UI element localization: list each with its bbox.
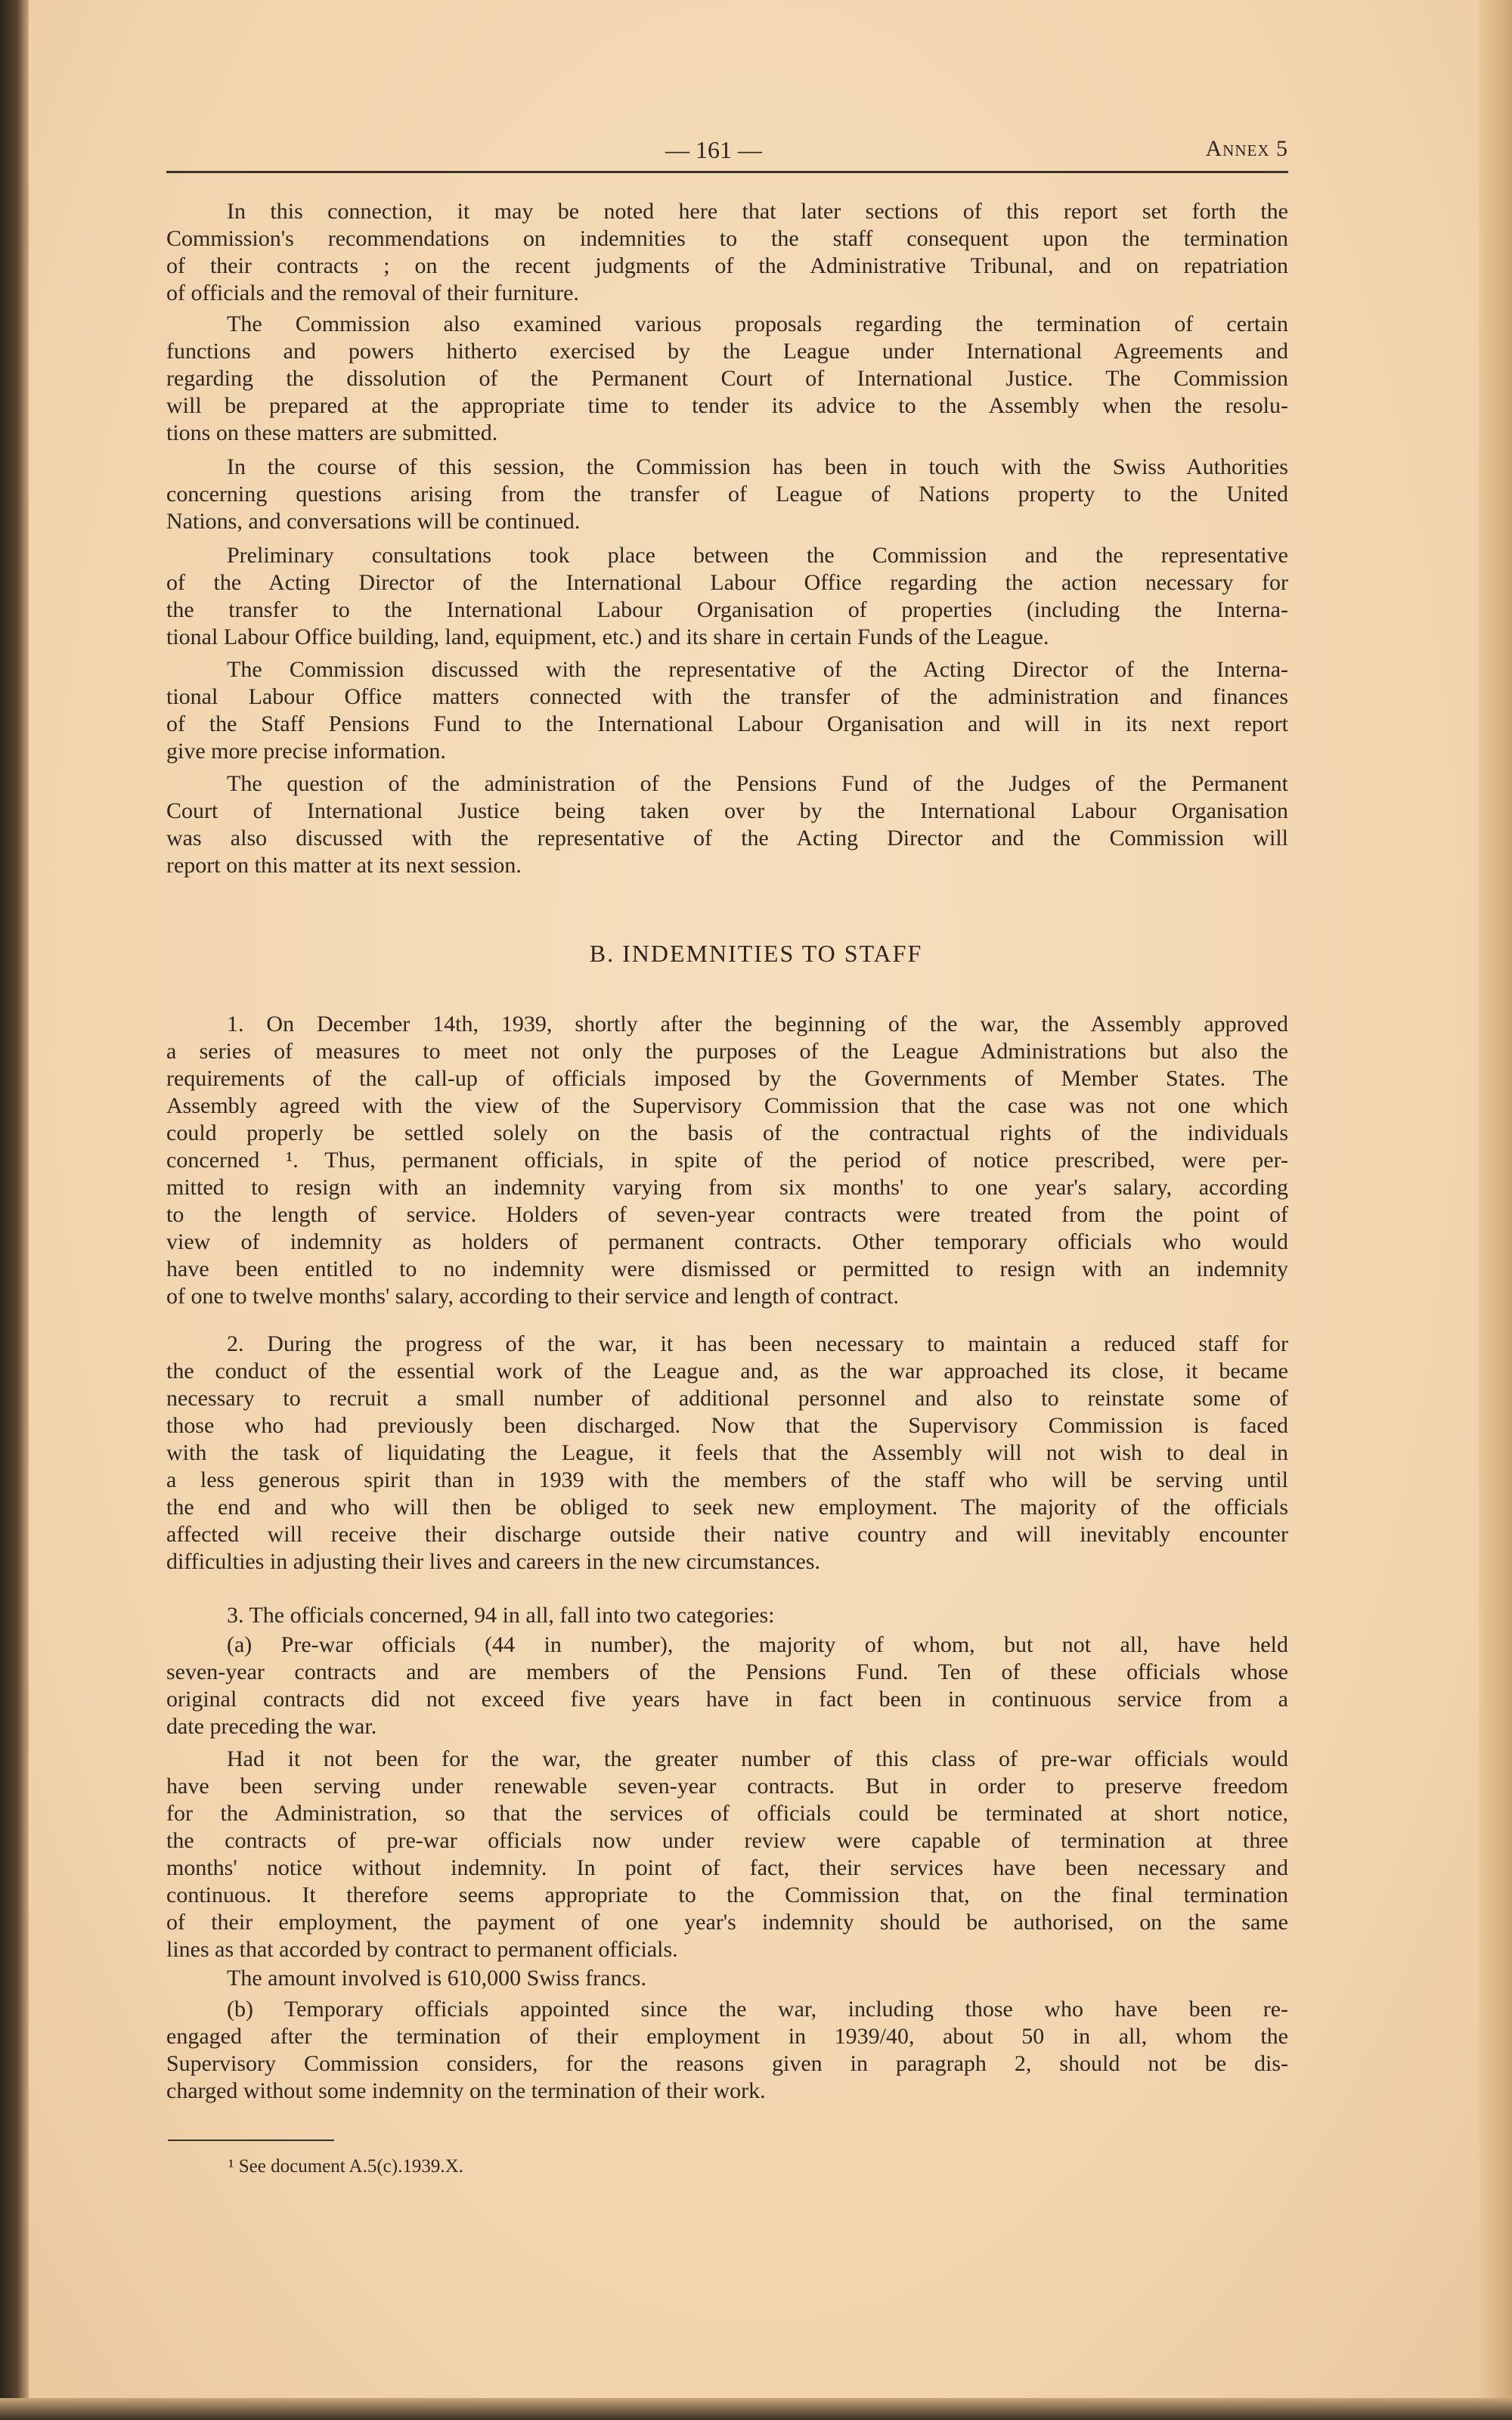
text-line: engaged after the termination of their employment in 1939/40, about 50 in all, whom the	[166, 2024, 1288, 2049]
text-line: for the Administration, so that the services of officials could be terminated at short notice,	[166, 1801, 1288, 1826]
text-line: report on this matter at its next session.	[166, 853, 522, 878]
text-line: date preceding the war.	[166, 1714, 377, 1739]
text-line: could properly be settled solely on the basis of the contractual rights of the individuals	[166, 1120, 1288, 1145]
text-line: have been serving under renewable seven-year contracts. But in order to preserve freedom	[166, 1774, 1288, 1799]
text-line: lines as that accorded by contract to permanent officials.	[166, 1937, 678, 1962]
text-line: 2. During the progress of the war, it has been necessary to maintain a reduced staff for	[227, 1331, 1288, 1356]
text-line: a less generous spirit than in 1939 with the members of the staff who will be serving until	[166, 1467, 1288, 1492]
text-line: of one to twelve months' salary, according to their service and length of contract.	[166, 1284, 899, 1309]
text-line: difficulties in adjusting their lives and careers in the new circumstances.	[166, 1549, 821, 1574]
page-number: — 161 —	[665, 136, 762, 163]
text-line: The Commission also examined various proposals regarding the termination of certain	[227, 311, 1288, 336]
paragraph	[166, 311, 1288, 447]
text-line: (b) Temporary officials appointed since the war, including those who have been re-	[227, 1997, 1288, 2022]
text-line: of their contracts ; on the recent judgments of the Administrative Tribunal, and on repatriation	[166, 253, 1288, 278]
text-line: of officials and the removal of their furniture.	[166, 280, 579, 305]
text-line: have been entitled to no indemnity were dismissed or permitted to resign with an indemnity	[166, 1256, 1288, 1281]
text-line: affected will receive their discharge outside their native country and will inevitably encounter	[166, 1522, 1288, 1547]
section-heading: B. INDEMNITIES TO STAFF	[589, 940, 923, 967]
text-line: concerned ¹. Thus, permanent officials, in spite of the period of notice prescribed, were per-	[166, 1148, 1288, 1173]
text-line: to the length of service. Holders of seven-year contracts were treated from the point of	[166, 1202, 1288, 1227]
paragraph	[166, 1011, 1288, 1310]
text-line: tional Labour Office matters connected with the transfer of the administration and finances	[166, 684, 1288, 709]
text-line: of the Staff Pensions Fund to the International Labour Organisation and will in its next report	[166, 711, 1288, 736]
text-line: Assembly agreed with the view of the Supervisory Commission that the case was not one which	[166, 1093, 1288, 1118]
text-line: Had it not been for the war, the greater number of this class of pre-war officials would	[227, 1746, 1288, 1771]
text-line: 3. The officials concerned, 94 in all, fall into two categories:	[227, 1603, 775, 1628]
text-line: tional Labour Office building, land, equipment, etc.) and its share in certain Funds of the League.	[166, 624, 1049, 649]
text-line: The question of the administration of the Pensions Fund of the Judges of the Permanent	[227, 771, 1288, 796]
text-line: original contracts did not exceed five years have in fact been in continuous service from a	[166, 1687, 1288, 1712]
paragraph	[166, 198, 1288, 307]
text-line: In the course of this session, the Commission has been in touch with the Swiss Authorities	[227, 454, 1288, 479]
text-line: Preliminary consultations took place between the Commission and the representative	[227, 543, 1288, 568]
paragraph	[166, 770, 1288, 879]
text-line: charged without some indemnity on the termination of their work.	[166, 2078, 766, 2103]
page-right-edge	[1479, 0, 1512, 2420]
text-line: a series of measures to meet not only the purposes of the League Administrations but also the	[166, 1039, 1288, 1064]
page-bottom-edge	[0, 2398, 1512, 2420]
text-line: Commission's recommendations on indemnities to the staff consequent upon the termination	[166, 226, 1288, 251]
text-line: 1. On December 14th, 1939, shortly after the beginning of the war, the Assembly approved	[227, 1012, 1288, 1036]
text-line: view of indemnity as holders of permanent contracts. Other temporary officials who would	[166, 1229, 1288, 1254]
text-line: necessary to recruit a small number of additional personnel and also to reinstate some of	[166, 1386, 1288, 1411]
text-line: (a) Pre-war officials (44 in number), the majority of whom, but not all, have held	[227, 1632, 1288, 1657]
text-line: regarding the dissolution of the Permanent Court of International Justice. The Commission	[166, 366, 1288, 391]
header-rule	[166, 171, 1288, 173]
text-line: seven-year contracts and are members of the Pensions Fund. Ten of these officials whose	[166, 1659, 1288, 1684]
running-header-annex: Annex 5	[1205, 136, 1288, 161]
text-line: tions on these matters are submitted.	[166, 420, 498, 445]
paragraph	[166, 1331, 1288, 1576]
text-line: of the Acting Director of the International Labour Office regarding the action necessary for	[166, 570, 1288, 595]
paragraph	[166, 1746, 1288, 1963]
text-line: the contracts of pre-war officials now under review were capable of termination at three	[166, 1828, 1288, 1853]
text-line: with the task of liquidating the League, it feels that the Assembly will not wish to deal in	[166, 1440, 1288, 1465]
paragraph	[166, 1965, 1288, 1992]
text-line: the transfer to the International Labour Organisation of properties (including the Interna-	[166, 597, 1288, 622]
text-line: requirements of the call-up of officials imposed by the Governments of Member States. The	[166, 1066, 1288, 1091]
paragraph	[166, 454, 1288, 535]
text-line: will be prepared at the appropriate time to tender its advice to the Assembly when the resolu-	[166, 393, 1288, 418]
text-line: The Commission discussed with the representative of the Acting Director of the Interna-	[227, 657, 1288, 682]
paragraph	[166, 1631, 1288, 1740]
text-line: continuous. It therefore seems appropriate to the Commission that, on the final termination	[166, 1882, 1288, 1907]
text-line: of their employment, the payment of one year's indemnity should be authorised, on the same	[166, 1910, 1288, 1935]
text-line: The amount involved is 610,000 Swiss francs.	[227, 1966, 646, 1991]
text-line: Nations, and conversations will be continued.	[166, 509, 581, 534]
text-line: was also discussed with the representative of the Acting Director and the Commission will	[166, 826, 1288, 851]
footnote-rule	[168, 2140, 334, 2141]
footnote: ¹ See document A.5(c).1939.X.	[228, 2156, 463, 2177]
paragraph	[166, 542, 1288, 651]
text-line: months' notice without indemnity. In point of fact, their services have been necessary and	[166, 1855, 1288, 1880]
paragraph	[166, 656, 1288, 765]
text-line: the end and who will then be obliged to seek new employment. The majority of the officials	[166, 1495, 1288, 1520]
text-line: Supervisory Commission considers, for the reasons given in paragraph 2, should not be dis-	[166, 2051, 1288, 2076]
text-line: concerning questions arising from the transfer of League of Nations property to the United	[166, 482, 1288, 507]
paragraph	[166, 1602, 1288, 1629]
paragraph	[166, 1996, 1288, 2105]
text-line: functions and powers hitherto exercised by the League under International Agreements and	[166, 339, 1288, 364]
book-binding-edge	[0, 0, 29, 2420]
text-line: the conduct of the essential work of the League and, as the war approached its close, it became	[166, 1359, 1288, 1384]
text-line: those who had previously been discharged. Now that the Supervisory Commission is faced	[166, 1413, 1288, 1438]
text-line: Court of International Justice being taken over by the International Labour Organisation	[166, 798, 1288, 823]
text-line: In this connection, it may be noted here that later sections of this report set forth the	[227, 199, 1288, 224]
text-line: mitted to resign with an indemnity varying from six months' to one year's salary, according	[166, 1175, 1288, 1200]
text-line: give more precise information.	[166, 739, 446, 764]
